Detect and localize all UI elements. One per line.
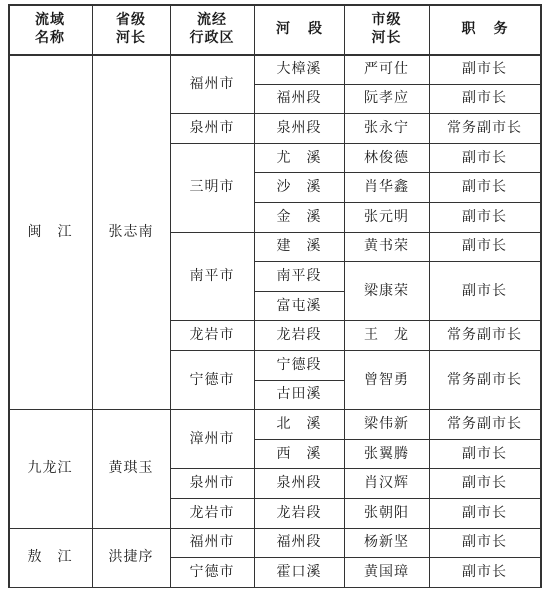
post-cell-text: 副市长	[462, 60, 507, 77]
river-section-cell	[254, 557, 344, 587]
city-chief-cell-text: 张永宁	[364, 119, 409, 136]
post-cell-text: 副市长	[462, 282, 507, 299]
region-cell	[170, 320, 254, 350]
post-cell	[429, 84, 540, 114]
post-cell-text: 副市长	[462, 208, 507, 225]
region-cell	[170, 232, 254, 321]
header-city-line1: 市级	[371, 12, 402, 28]
header-provincial-chief	[92, 4, 170, 54]
river-section-cell	[254, 350, 344, 380]
city-chief-cell-text: 黄书荣	[364, 238, 409, 255]
city-chief-cell-text: 张翼腾	[364, 445, 409, 462]
basin-name-cell-text: 九龙江	[27, 460, 73, 477]
provincial-chief-cell-text: 洪捷序	[108, 549, 154, 566]
post-cell	[429, 113, 540, 143]
city-chief-cell	[344, 320, 429, 350]
post-cell	[429, 54, 540, 84]
city-chief-cell	[344, 54, 429, 84]
region-cell-text: 泉州市	[189, 475, 235, 492]
basin-name-cell-text: 敖 江	[27, 549, 73, 566]
post-cell-text: 常务副市长	[447, 371, 522, 388]
post-cell	[429, 143, 540, 173]
header-region	[170, 4, 254, 54]
region-cell-text: 泉州市	[189, 119, 235, 136]
river-section-cell	[254, 232, 344, 262]
region-cell-text: 三明市	[189, 179, 235, 196]
header-basin-line2: 名称	[35, 30, 65, 46]
header-city-chief	[344, 4, 429, 54]
city-chief-cell	[344, 143, 429, 173]
river-section-cell	[254, 143, 344, 173]
river-section-cell-text: 福州段	[276, 534, 322, 551]
region-cell	[170, 143, 254, 232]
river-section-cell	[254, 84, 344, 114]
post-cell-text: 常务副市长	[447, 327, 522, 344]
city-chief-cell	[344, 528, 429, 558]
header-post	[429, 4, 540, 54]
river-section-cell	[254, 468, 344, 498]
river-section-cell-text: 龙岩段	[276, 504, 322, 521]
provincial-chief-cell	[92, 409, 170, 527]
city-chief-cell-text: 杨新坚	[364, 534, 409, 551]
post-cell-text: 副市长	[462, 179, 507, 196]
post-cell	[429, 261, 540, 320]
basin-name-cell-text: 闽 江	[27, 223, 73, 240]
post-cell	[429, 320, 540, 350]
post-cell	[429, 202, 540, 232]
river-section-cell-text: 大樟溪	[276, 60, 322, 77]
region-cell-text: 福州市	[189, 534, 235, 551]
river-section-cell-text: 富屯溪	[276, 297, 322, 314]
city-chief-cell-text: 林俊德	[364, 149, 409, 166]
header-prov-line2: 河长	[116, 30, 146, 46]
header-city-line2: 河长	[371, 30, 402, 46]
region-cell	[170, 113, 254, 143]
post-cell-text: 副市长	[462, 149, 507, 166]
city-chief-cell	[344, 557, 429, 587]
provincial-chief-cell	[92, 528, 170, 587]
header-basin-line1: 流域	[35, 12, 65, 28]
post-cell-text: 副市长	[462, 90, 507, 107]
river-section-cell-text: 北 溪	[276, 415, 322, 432]
river-section-cell-text: 泉州段	[276, 475, 322, 492]
provincial-chief-cell	[92, 54, 170, 409]
region-cell	[170, 350, 254, 409]
city-chief-cell-text: 王 龙	[364, 327, 409, 344]
city-chief-cell	[344, 439, 429, 469]
river-section-cell	[254, 291, 344, 321]
river-section-cell	[254, 113, 344, 143]
table-right-border	[540, 4, 542, 588]
region-cell	[170, 498, 254, 528]
river-section-cell-text: 古田溪	[276, 386, 322, 403]
river-section-cell	[254, 380, 344, 410]
city-chief-cell-text: 曾智勇	[364, 371, 409, 388]
river-section-cell-text: 泉州段	[276, 119, 322, 136]
city-chief-cell	[344, 498, 429, 528]
post-cell-text: 副市长	[462, 238, 507, 255]
header-prov-line1: 省级	[116, 12, 146, 28]
river-section-cell-text: 建 溪	[276, 238, 322, 255]
region-cell	[170, 54, 254, 113]
basin-name-cell	[8, 54, 92, 409]
city-chief-cell-text: 肖汉辉	[364, 475, 409, 492]
city-chief-cell	[344, 84, 429, 114]
header-post-text: 职务	[461, 21, 526, 37]
header-basin-name	[8, 4, 92, 54]
river-section-cell-text: 西 溪	[276, 445, 322, 462]
city-chief-cell-text: 张元明	[364, 208, 409, 225]
post-cell-text: 常务副市长	[447, 119, 522, 136]
header-river-section	[254, 4, 344, 54]
river-section-cell	[254, 54, 344, 84]
basin-name-cell	[8, 528, 92, 587]
post-cell-text: 副市长	[462, 475, 507, 492]
post-cell	[429, 409, 540, 439]
city-chief-cell-text: 张朝阳	[364, 504, 409, 521]
region-cell-text: 福州市	[189, 75, 235, 92]
post-cell-text: 副市长	[462, 504, 507, 521]
region-cell-text: 龙岩市	[189, 504, 235, 521]
post-cell	[429, 232, 540, 262]
city-chief-cell	[344, 409, 429, 439]
river-section-cell-text: 尤 溪	[276, 149, 322, 166]
post-cell	[429, 172, 540, 202]
region-cell	[170, 468, 254, 498]
region-cell-text: 南平市	[189, 267, 235, 284]
region-cell	[170, 528, 254, 558]
post-cell	[429, 557, 540, 587]
provincial-chief-cell-text: 黄琪玉	[108, 460, 154, 477]
region-cell-text: 宁德市	[189, 371, 235, 388]
city-chief-cell	[344, 202, 429, 232]
city-chief-cell	[344, 350, 429, 409]
river-section-cell-text: 南平段	[276, 267, 322, 284]
city-chief-cell-text: 梁康荣	[364, 282, 409, 299]
table-bottom-border	[8, 587, 541, 589]
header-region-line2: 行政区	[189, 30, 235, 46]
river-section-cell	[254, 439, 344, 469]
post-cell-text: 副市长	[462, 445, 507, 462]
river-section-cell-text: 福州段	[276, 90, 322, 107]
city-chief-cell-text: 阮孝应	[364, 90, 409, 107]
city-chief-cell-text: 梁伟新	[364, 415, 409, 432]
city-chief-cell	[344, 468, 429, 498]
river-section-cell	[254, 202, 344, 232]
city-chief-cell-text: 黄国璋	[364, 563, 409, 580]
post-cell	[429, 498, 540, 528]
city-chief-cell	[344, 172, 429, 202]
river-section-cell-text: 霍口溪	[276, 563, 322, 580]
post-cell	[429, 468, 540, 498]
header-region-line1: 流经	[197, 12, 227, 28]
region-cell	[170, 409, 254, 468]
region-cell-text: 漳州市	[189, 430, 235, 447]
region-cell-text: 龙岩市	[189, 327, 235, 344]
post-cell-text: 常务副市长	[447, 415, 522, 432]
post-cell-text: 副市长	[462, 534, 507, 551]
river-section-cell-text: 宁德段	[276, 356, 322, 373]
river-section-cell	[254, 320, 344, 350]
post-cell	[429, 439, 540, 469]
region-cell	[170, 557, 254, 587]
basin-name-cell	[8, 409, 92, 527]
river-section-cell	[254, 409, 344, 439]
river-section-cell-text: 沙 溪	[276, 179, 322, 196]
post-cell	[429, 528, 540, 558]
post-cell	[429, 350, 540, 409]
header-section-text: 河段	[276, 21, 340, 37]
city-chief-cell-text: 严可仕	[364, 60, 409, 77]
river-section-cell-text: 龙岩段	[276, 327, 322, 344]
river-section-cell-text: 金 溪	[276, 208, 322, 225]
city-chief-cell	[344, 232, 429, 262]
river-section-cell	[254, 172, 344, 202]
city-chief-cell-text: 肖华鑫	[364, 179, 409, 196]
river-section-cell	[254, 261, 344, 291]
provincial-chief-cell-text: 张志南	[108, 223, 154, 240]
city-chief-cell	[344, 113, 429, 143]
city-chief-cell	[344, 261, 429, 320]
post-cell-text: 副市长	[462, 563, 507, 580]
region-cell-text: 宁德市	[189, 563, 235, 580]
river-section-cell	[254, 498, 344, 528]
river-section-cell	[254, 528, 344, 558]
